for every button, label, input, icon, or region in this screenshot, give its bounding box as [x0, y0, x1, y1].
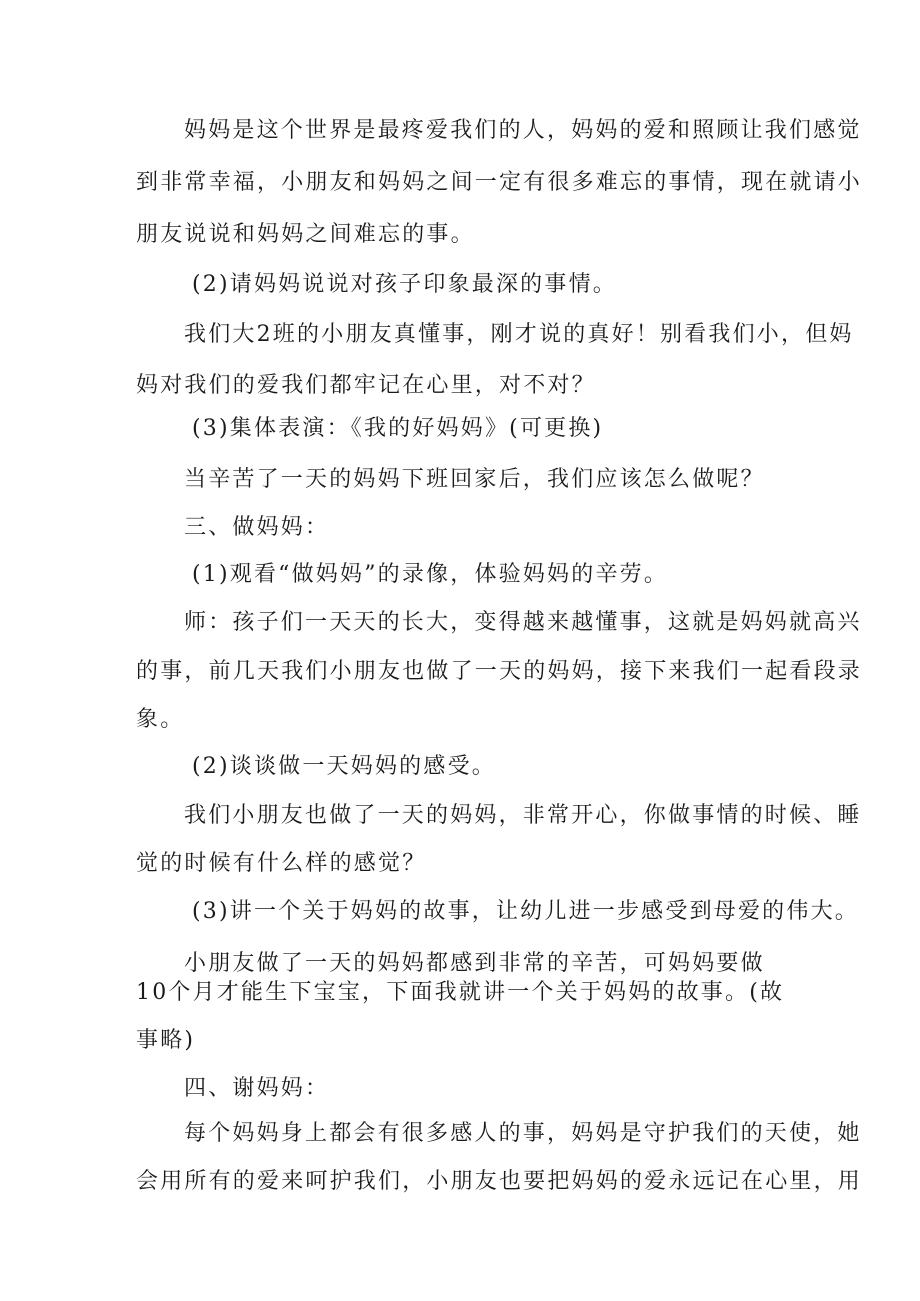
paragraph-line: (1)观看“做妈妈”的录像，体验妈妈的辛劳。 — [192, 562, 669, 587]
paragraph-line: 事略) — [136, 1028, 196, 1053]
paragraph-line: 每个妈妈身上都会有很多感人的事，妈妈是守护我们的天使，她 — [184, 1121, 862, 1146]
paragraph-line: 我们小朋友也做了一天的妈妈，非常开心，你做事情的时候、睡 — [184, 803, 862, 828]
paragraph-line: 小朋友做了一天的妈妈都感到非常的辛苦，可妈妈要做 — [184, 951, 765, 976]
paragraph-line: 10个月才能生下宝宝，下面我就讲一个关于妈妈的故事。(故 — [136, 980, 785, 1005]
paragraph-line: 到非常幸福，小朋友和妈妈之间一定有很多难忘的事情，现在就请小 — [136, 170, 863, 195]
paragraph-line: 觉的时候有什么样的感觉？ — [136, 851, 427, 876]
section-heading: 四、谢妈妈： — [184, 1076, 330, 1101]
paragraph-line: 的事，前几天我们小朋友也做了一天的妈妈，接下来我们一起看段录 — [136, 659, 863, 684]
paragraph-line: (3)集体表演：《我的好妈妈》(可更换) — [192, 416, 604, 441]
paragraph-line: 象。 — [136, 707, 185, 732]
paragraph-line: 会用所有的爱来呵护我们，小朋友也要把妈妈的爱永远记在心里，用 — [136, 1169, 863, 1194]
paragraph-line: (2)请妈妈说说对孩子印象最深的事情。 — [192, 272, 617, 297]
paragraph-line: (2)谈谈做一天妈妈的感受。 — [192, 754, 496, 779]
section-heading: 三、做妈妈： — [184, 515, 330, 540]
paragraph-line: 妈妈是这个世界是最疼爱我们的人，妈妈的爱和照顾让我们感觉 — [184, 118, 862, 143]
paragraph-line: 我们大2班的小朋友真懂事，刚才说的真好！别看我们小，但妈 — [184, 322, 854, 347]
paragraph-line: 当辛苦了一天的妈妈下班回家后，我们应该怎么做呢？ — [184, 467, 765, 492]
paragraph-line: 朋友说说和妈妈之间难忘的事。 — [136, 222, 475, 247]
paragraph-line: 师：孩子们一天天的长大，变得越来越懂事，这就是妈妈就高兴 — [184, 610, 862, 635]
paragraph-line: (3)讲一个关于妈妈的故事，让幼儿进一步感受到母爱的伟大。 — [192, 899, 859, 924]
paragraph-line: 妈对我们的爱我们都牢记在心里，对不对？ — [136, 373, 596, 398]
